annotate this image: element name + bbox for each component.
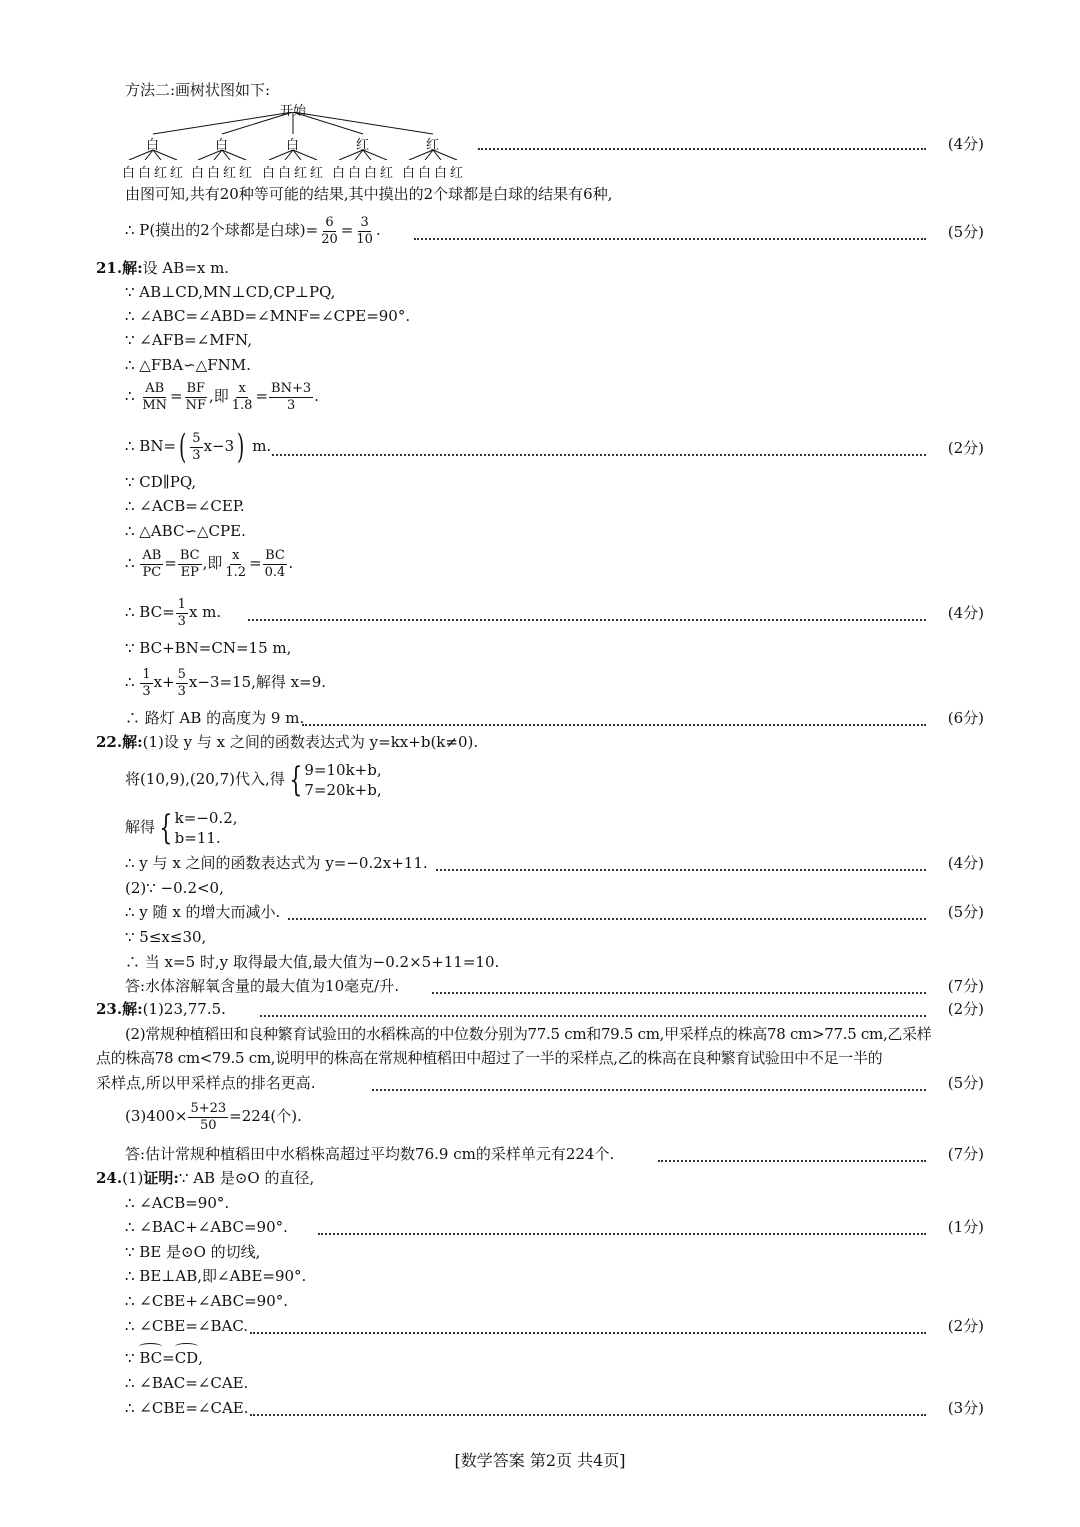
fraction [176,597,188,630]
brace: { [159,808,173,848]
text: 将(10,9),(20,7)代入,得 [125,770,285,788]
fraction [354,215,375,248]
leader-dots [288,918,926,920]
system-line [125,760,382,800]
text-line: 采样点,所以甲采样点的排名更高. [96,1074,316,1092]
equation: b=11. [174,829,221,847]
numerator: 1 [177,596,186,612]
text-line: ∵ CD∥PQ, [125,473,197,491]
text-line: ∴ ∠BAC=∠CAE. [125,1374,249,1392]
text-line: ∵ ∠AFB=∠MFN, [125,331,252,349]
denominator: 10 [356,231,373,247]
fraction [263,548,288,581]
text: . [375,221,381,239]
tree-branch [293,112,433,134]
text-line: ∴ 路灯 AB 的高度为 9 m. [125,709,305,727]
leader-dots [272,454,926,456]
text: = [340,221,354,239]
leader-dots [250,1414,926,1416]
tree-node-l2: 白 [418,166,432,181]
numerator: 6 [325,214,334,230]
score: (7分) [947,977,984,995]
denominator: 3 [177,683,186,699]
score: (2分) [947,1000,984,1018]
tree-node-l2: 白 [191,166,205,181]
numerator: BN+3 [271,380,312,396]
tree-node-l2: 红 [223,166,237,181]
tree-node-l1: 红 [356,138,370,153]
text: x m. [188,603,222,621]
fraction [140,548,163,581]
tree-node-l1: 白 [215,138,229,153]
question-number: 22. [96,733,123,751]
denominator: 20 [321,231,338,247]
tree-node-l2: 白 [138,166,152,181]
equation: k=−0.2, [174,809,238,827]
bn-line [125,427,272,467]
q23-first-line [96,999,226,1019]
text: ,即 [209,387,229,405]
tree-heading: 方法二:画树状图如下: [125,81,271,99]
text-line: ∴ △FBA∽△FNM. [125,356,251,374]
numerator: BC [179,547,200,563]
text-line: ∴ y 与 x 之间的函数表达式为 y=−0.2x+11. [125,854,428,872]
text-line: (2)常规种植稻田和良种繁育试验田的水稻株高的中位数分别为77.5 cm和79.5 cm,甲采样点的株高78 cm>77.5 cm,乙采样 [125,1025,932,1043]
tree-node-l2: 红 [380,166,394,181]
numerator: x [238,380,246,396]
text: , [198,1349,203,1367]
denominator: EP [180,564,199,580]
tree-node-l2: 红 [170,166,184,181]
text: ∵ [125,1349,135,1367]
calc-line [125,1098,302,1134]
q22-first-line [96,732,478,752]
tree-node-l2: 白 [434,166,448,181]
paren: ( [179,427,187,467]
numerator: BF [186,380,206,396]
denominator: NF [185,397,206,413]
proof-label: 证明: [143,1169,179,1187]
tree-node-l2: 红 [310,166,324,181]
leader-dots [318,1233,926,1235]
text-line: ∵ BE 是⊙O 的切线, [125,1243,261,1261]
denominator: 3 [142,683,151,699]
leader-dots [248,619,926,621]
tree-node-l2: 红 [450,166,464,181]
text: 设 AB=x m. [142,259,230,277]
score: (5分) [947,223,984,241]
text-line: ∴ BE⊥AB,即∠ABE=90°. [125,1267,307,1285]
text-line: ∵ 5≤x≤30, [125,928,207,946]
denominator: 3 [286,397,296,413]
numerator: 1 [142,666,151,682]
denominator: PC [142,564,162,580]
score: (5分) [947,903,984,921]
leader-dots [436,869,926,871]
text: =224(个). [229,1107,302,1125]
system-line [125,808,238,848]
q24-first-line [96,1168,314,1188]
fraction [319,215,340,248]
numerator: AB [145,380,165,396]
text-line: 点的株高78 cm<79.5 cm,说明甲的株高在常规种植稻田中超过了一半的采样点,乙的株高在良种繁育试验田中不足一半的 [96,1049,883,1067]
text-line: ∵ BC+BN=CN=15 m, [125,639,292,657]
leader-dots [414,238,926,240]
bc-line [125,594,221,630]
tree-node-l2: 白 [207,166,221,181]
score: (7分) [947,1145,984,1163]
tree-node-l2: 红 [239,166,253,181]
leader-dots [250,1332,926,1334]
tree-branch [222,112,293,134]
text: (3)400× [125,1107,188,1125]
score: (2分) [947,439,984,457]
leader-dots [658,1160,926,1162]
text-line: ∴ 当 x=5 时,y 取得最大值,最大值为−0.2×5+11=10. [125,953,500,971]
fraction [140,381,169,414]
equation-line: ∴ $\frac{1}{3}$ x+ $\frac{5}{3}$ x−3=15,解得 x=9. [125,666,327,699]
numerator: AB [142,547,162,563]
tree-node-l1: 红 [426,138,440,153]
brace: { [289,760,303,800]
fraction [184,381,208,414]
text-line: 由图可知,共有20种等可能的结果,其中摸出的2个球都是白球的结果有6种, [125,185,613,203]
text-line: 答:估计常规种植稻田中水稻株高超过平均数76.9 cm的采样单元有224个. [125,1145,615,1163]
tree-node-l2: 红 [154,166,168,181]
tree-node-l2: 白 [402,166,416,181]
fraction [176,667,188,700]
text: x−3=15,解得 x=9. [188,673,327,691]
text-line: (2)∵ −0.2<0, [125,879,224,897]
denominator: 3 [177,613,186,629]
denominator: 1.8 [231,397,253,413]
tree-node-l2: 红 [294,166,308,181]
score: (4分) [947,135,984,153]
numerator: 3 [360,214,369,230]
tree-node-l2: 白 [332,166,346,181]
tree-node-l2: 白 [364,166,378,181]
text-line: ∴ ∠CBE=∠BAC. [125,1317,249,1335]
arc-line [125,1348,203,1368]
text: ∴ [125,554,135,572]
score: (5分) [947,1074,984,1092]
fraction [230,381,255,414]
leader-dots [372,1089,926,1091]
score: (4分) [947,854,984,872]
tree-node-l1: 白 [146,138,160,153]
text: ∴ [125,387,135,405]
text: x−3 [203,437,235,455]
numerator: 5 [177,666,186,682]
equation-system [304,760,381,800]
q21-first-line [96,258,229,278]
tree-branch [293,112,363,134]
tree-node-l2: 白 [278,166,292,181]
text: (1)23,77.5. [142,1000,226,1018]
tree-node-l2: 白 [348,166,362,181]
solution-label: 解: [122,259,143,277]
equation: 9=10k+b, [304,761,382,779]
text-line: ∴ ∠BAC+∠ABC=90°. [125,1218,288,1236]
text: (1) [122,1169,144,1187]
fraction [190,431,202,464]
text: = [162,1349,175,1367]
tree-node-l1: 白 [286,138,300,153]
text-line: ∴ ∠ACB=∠CEP. [125,497,245,515]
paren: ) [237,427,245,467]
score: (2分) [947,1317,984,1335]
text-line: ∴ ∠ABC=∠ABD=∠MNF=∠CPE=90°. [125,307,411,325]
text-line: ∵ AB⊥CD,MN⊥CD,CP⊥PQ, [125,283,336,301]
denominator: 3 [192,447,201,463]
leader-dots [432,992,926,994]
text-line: ∴ ∠CBE+∠ABC=90°. [125,1292,289,1310]
score: (6分) [947,709,984,727]
text: ,即 [202,554,223,572]
arc-cd: CD [174,1349,199,1367]
leader-dots [260,1015,926,1017]
tree-root: 开始 [280,104,307,119]
ratio-line: ∴ $\frac{AB}{PC}$ = $\frac{BC}{EP}$ ,即 $\frac{x}{1.2}$ = $\frac{BC}{0.4}$ . [125,547,294,580]
score: (3分) [947,1399,984,1417]
arc-bc: BC [139,1349,163,1367]
text-line: ∴ ∠CBE=∠CAE. [125,1399,249,1417]
fraction [178,548,202,581]
fraction [140,667,152,700]
text: 解得 [125,818,156,836]
denominator: MN [142,397,168,413]
solution-label: 解: [122,1000,143,1018]
text-line: ∴ △ABC∽△CPE. [125,522,246,540]
text: ∴ [125,673,135,691]
denominator: 0.4 [264,564,286,580]
equation-system [175,808,238,848]
text: ∴ BN= [125,437,177,455]
leader-dots [478,148,926,150]
numerator: 5 [192,430,201,446]
score: (1分) [947,1218,984,1236]
text-line: ∴ ∠ACB=90°. [125,1194,230,1212]
numerator: 5+23 [190,1100,227,1116]
numerator: BC [265,547,285,563]
tree-node-l2: 白 [122,166,136,181]
probability-line [125,212,381,248]
question-number: 23. [96,1000,123,1018]
solution-label: 解: [122,733,143,751]
fraction [223,548,248,581]
text-line: 答:水体溶解氧含量的最大值为10毫克/升. [125,977,399,995]
tree-branch [153,112,293,134]
equation: 7=20k+b, [304,781,382,799]
leader-dots [302,724,926,726]
text: (1)设 y 与 x 之间的函数表达式为 y=kx+b(k≠0). [142,733,479,751]
fraction [188,1101,228,1134]
tree-node-l2: 白 [262,166,276,181]
text-line: ∴ y 随 x 的增大而减小. [125,903,281,921]
numerator: x [232,547,240,563]
question-number: 24. [96,1169,123,1187]
text: ∴ BC= [125,603,175,621]
score: (4分) [947,604,984,622]
text: ∴ P(摸出的2个球都是白球)= [125,221,319,239]
page-footer: [数学答案 第2页 共4页] [454,1451,626,1470]
fraction [269,381,313,414]
question-number: 21. [96,259,123,277]
text: m. [252,437,272,455]
text: ∵ AB 是⊙O 的直径, [178,1169,315,1187]
ratio-line: ∴ $\frac{AB}{MN}$ = $\frac{BF}{NF}$ ,即 $\frac{x}{1.8}$ = $\frac{BN+3}{3}$ . [125,380,319,413]
denominator: 50 [200,1117,217,1133]
denominator: 1.2 [225,564,247,580]
